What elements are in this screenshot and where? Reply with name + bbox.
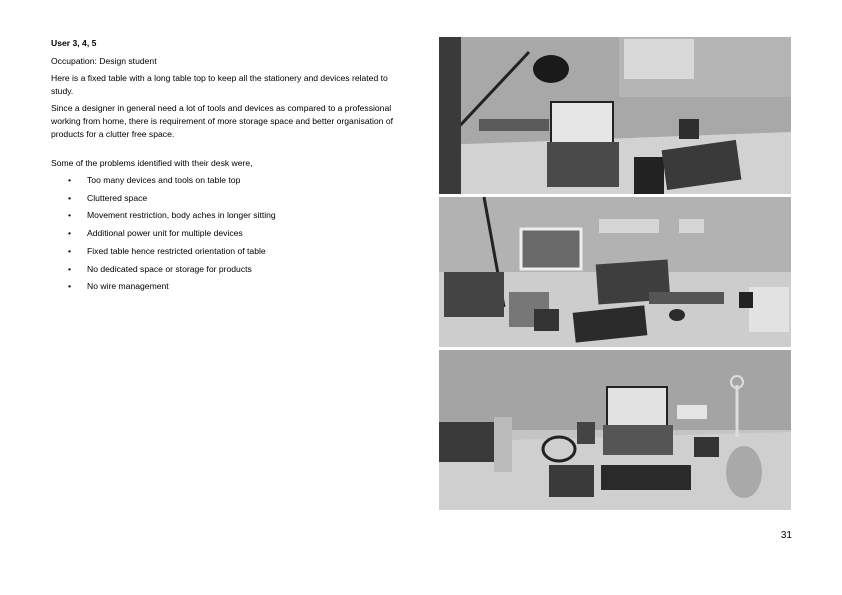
problems-intro: Some of the problems identified with their desk were, bbox=[51, 158, 253, 169]
desk-photo-1 bbox=[439, 37, 791, 195]
text-column bbox=[51, 37, 411, 298]
problem-item: • Fixed table hence restricted orientation of table bbox=[51, 245, 411, 258]
problem-item: • No wire management bbox=[51, 280, 411, 293]
problem-item: • Movement restriction, body aches in longer sitting bbox=[51, 209, 411, 222]
problem-item: • No dedicated space or storage for products bbox=[51, 263, 411, 276]
problems-list bbox=[51, 174, 411, 293]
occupation-text: Occupation: Design student bbox=[51, 55, 157, 66]
desk-photo-collage bbox=[439, 37, 791, 510]
problem-item: • Cluttered space bbox=[51, 192, 411, 205]
page-number: 31 bbox=[780, 530, 792, 541]
description-paragraph-2: Since a designer in general need a lot of tools and devices as compared to a professional working from home, there is requirement of more storage space and better organisation of products for a clutter free space. bbox=[51, 103, 394, 139]
problem-item: • Too many devices and tools on table top bbox=[51, 174, 411, 187]
description-paragraph-1: Here is a fixed table with a long table top to keep all the stationery and devices related to study. bbox=[51, 73, 388, 96]
problem-item: • Additional power unit for multiple devices bbox=[51, 227, 411, 240]
desk-photo-3 bbox=[439, 350, 791, 510]
desk-photo-2 bbox=[439, 197, 791, 347]
user-heading: User 3, 4, 5 bbox=[51, 38, 97, 48]
